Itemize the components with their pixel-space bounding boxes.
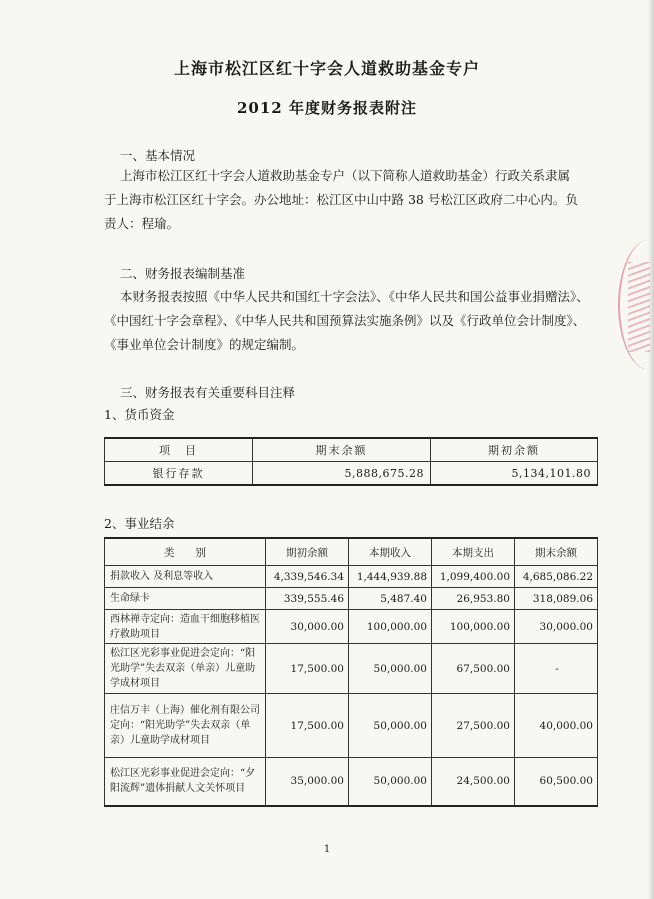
- surplus-row-end: -: [515, 644, 598, 694]
- surplus-subheading: 2、事业结余: [104, 516, 175, 531]
- table-row: [105, 610, 598, 644]
- surplus-row-end: 318,089.06: [515, 588, 598, 610]
- surplus-table: [104, 537, 598, 807]
- cash-col-begin: 期初余额: [431, 438, 598, 462]
- section1-line-3: 责人：程瑜。: [104, 216, 180, 231]
- surplus-row-end: 60,500.00: [515, 758, 598, 806]
- section1-heading: 一、基本情况: [120, 148, 196, 163]
- surplus-row-label: 松江区光彩事业促进会定向：“阳光助学”失去双亲（单亲）儿童助学成材项目: [105, 644, 266, 694]
- surplus-row-label: 生命绿卡: [105, 588, 266, 610]
- document-title: 上海市松江区红十字会人道救助基金专户: [173, 59, 480, 78]
- surplus-row-income: 1,444,939.88: [349, 566, 432, 588]
- surplus-row-expense: 100,000.00: [432, 610, 515, 644]
- surplus-row-expense: 26,953.80: [432, 588, 515, 610]
- section3-heading: 三、财务报表有关重要科目注释: [120, 385, 296, 400]
- red-seal-stamp-texture: [628, 262, 650, 352]
- section1-line-2: 于上海市松江区红十字会。办公地址：松江区中山中路 38 号松江区政府二中心内。负: [104, 192, 578, 207]
- cash-table-header: [105, 438, 598, 462]
- document-subtitle: 2012 年度财务报表附注: [237, 99, 417, 117]
- surplus-row-end: 30,000.00: [515, 610, 598, 644]
- surplus-row-end: 4,685,086.22: [515, 566, 598, 588]
- surplus-row-begin: 339,555.46: [266, 588, 349, 610]
- section2-line-1: 本财务报表按照《中华人民共和国红十字会法》、《中华人民共和国公益事业捐赠法》、: [120, 289, 589, 304]
- surplus-col-begin: 期初余额: [266, 538, 349, 566]
- section2-heading: 二、财务报表编制基准: [120, 266, 246, 281]
- surplus-row-income: 50,000.00: [349, 694, 432, 758]
- surplus-row-expense: 67,500.00: [432, 644, 515, 694]
- surplus-row-label: 捐款收入 及利息等收入: [105, 566, 266, 588]
- cash-row-end: 5,888,675.28: [253, 462, 431, 486]
- table-row: [105, 758, 598, 806]
- cash-row-label: 银行存款: [105, 462, 253, 486]
- surplus-row-begin: 17,500.00: [266, 644, 349, 694]
- surplus-row-begin: 30,000.00: [266, 610, 349, 644]
- surplus-col-category: 类 别: [105, 538, 266, 566]
- table-row: [105, 694, 598, 758]
- surplus-row-end: 40,000.00: [515, 694, 598, 758]
- surplus-row-begin: 17,500.00: [266, 694, 349, 758]
- page-edge-shadow: [648, 0, 654, 899]
- surplus-col-income: 本期收入: [349, 538, 432, 566]
- surplus-row-expense: 24,500.00: [432, 758, 515, 806]
- cash-subheading: 1、货币资金: [104, 407, 175, 422]
- section2-line-3: 《事业单位会计制度》的规定编制。: [104, 337, 305, 352]
- surplus-col-expense: 本期支出: [432, 538, 515, 566]
- section2-line-2: 《中国红十字会章程》、《中华人民共和国预算法实施条例》以及《行政单位会计制度》、: [104, 313, 586, 328]
- page-number: 1: [323, 844, 331, 855]
- cash-col-end: 期末余额: [253, 438, 431, 462]
- cash-table: [104, 437, 598, 486]
- cash-col-item: 项 目: [105, 438, 253, 462]
- table-row: [105, 462, 598, 486]
- surplus-row-begin: 35,000.00: [266, 758, 349, 806]
- surplus-col-end: 期末余额: [515, 538, 598, 566]
- section1-line-1: 上海市松江区红十字会人道救助基金专户（以下简称人道救助基金）行政关系隶属: [120, 168, 571, 183]
- surplus-row-begin: 4,339,546.34: [266, 566, 349, 588]
- table-row: [105, 588, 598, 610]
- surplus-row-income: 100,000.00: [349, 610, 432, 644]
- surplus-row-label: 松江区光彩事业促进会定向：“夕阳流辉”遗体捐献人文关怀项目: [105, 758, 266, 806]
- section1-paragraph: [104, 164, 604, 236]
- cash-row-begin: 5,134,101.80: [431, 462, 598, 486]
- section2-paragraph: [104, 285, 604, 357]
- surplus-row-expense: 1,099,400.00: [432, 566, 515, 588]
- table-row: [105, 644, 598, 694]
- surplus-row-income: 5,487.40: [349, 588, 432, 610]
- table-row: [105, 566, 598, 588]
- surplus-row-income: 50,000.00: [349, 644, 432, 694]
- surplus-row-income: 50,000.00: [349, 758, 432, 806]
- surplus-table-header: [105, 538, 598, 566]
- surplus-row-label: 西林禅寺定向：造血干细胞移植医疗救助项目: [105, 610, 266, 644]
- surplus-row-label: 庄信万丰（上海）催化剂有限公司定向：“阳光助学”失去双亲（单亲）儿童助学成材项目: [105, 694, 266, 758]
- surplus-row-expense: 27,500.00: [432, 694, 515, 758]
